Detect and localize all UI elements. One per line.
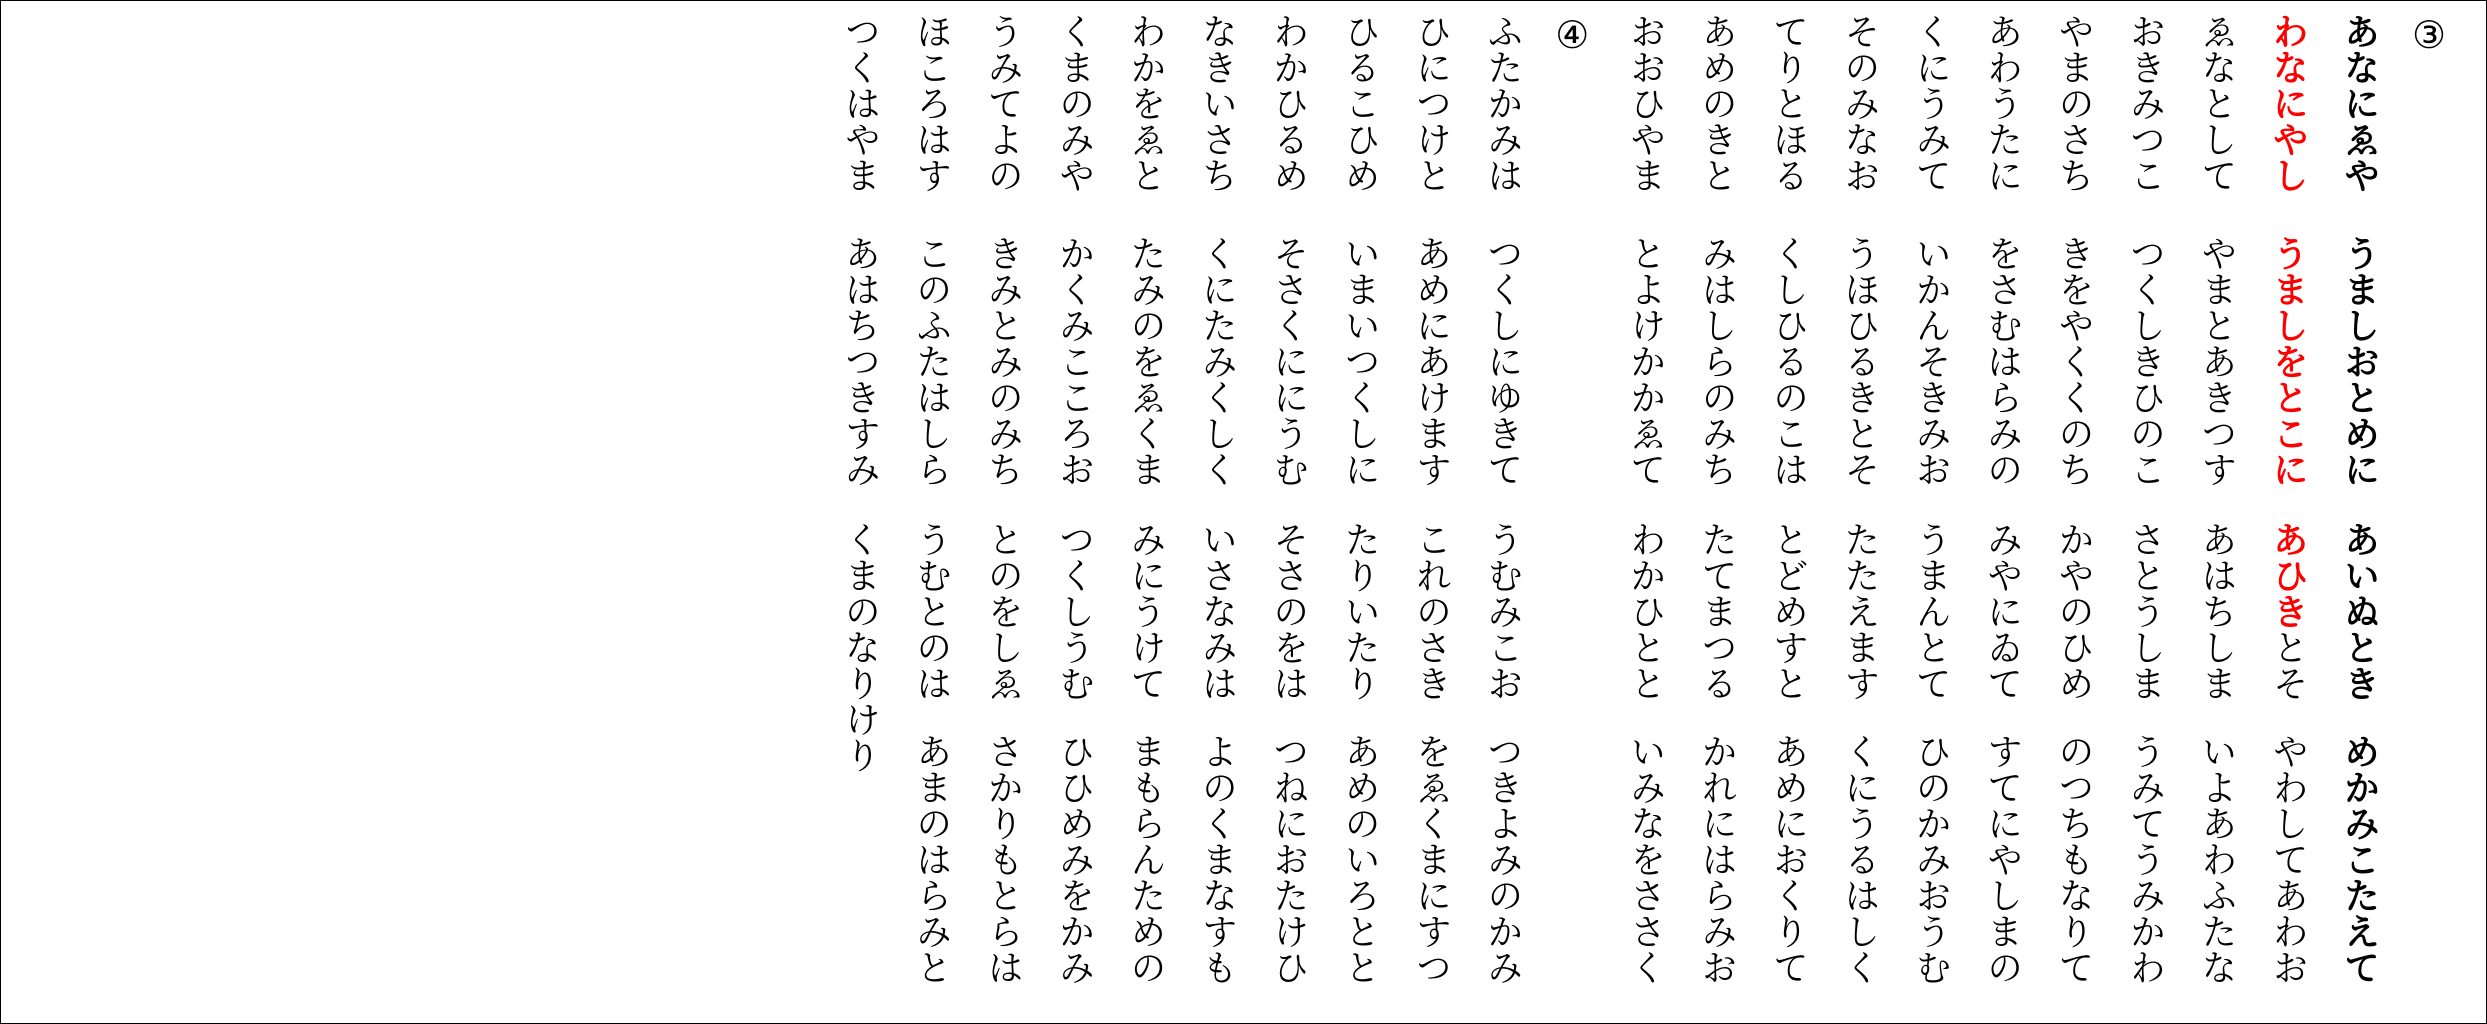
verse-phrase: ひのかみおうむ bbox=[1910, 733, 1952, 985]
verse-column bbox=[877, 13, 952, 1013]
verse-phrase: いよあわふたな bbox=[2195, 733, 2237, 985]
verse-column bbox=[2305, 13, 2380, 1013]
verse-column bbox=[1663, 13, 1738, 1013]
verse-column bbox=[1020, 13, 1095, 1013]
verse-run: つくしうむ bbox=[1053, 521, 1095, 701]
verse-phrase bbox=[1805, 521, 1880, 701]
verse-phrase: たみのをゑくま bbox=[1124, 235, 1166, 487]
verse-run: たりいたり bbox=[1339, 521, 1381, 701]
verse-phrase: めかみこたえて bbox=[2338, 733, 2380, 985]
verse-phrase: いまいつくしに bbox=[1339, 235, 1381, 487]
verse-phrase: いみなをささく bbox=[1624, 733, 1666, 985]
section-marker bbox=[1520, 13, 1595, 1013]
verse-phrase: うみてうみかわ bbox=[2124, 733, 2166, 985]
verse-column bbox=[1234, 13, 1309, 1013]
verse-phrase: ひひめみをかみ bbox=[1053, 733, 1095, 985]
verse-run: あはちしま bbox=[2195, 521, 2237, 701]
verse-phrase: かれにはらみお bbox=[1696, 733, 1738, 985]
verse-run: たたえます bbox=[1838, 521, 1880, 701]
verse-phrase bbox=[2305, 521, 2380, 701]
verse-run: うむみこお bbox=[1481, 521, 1523, 701]
verse-phrase: くにうみて bbox=[1910, 13, 1952, 193]
verse-phrase: つきよみのかみ bbox=[1481, 733, 1523, 985]
section-number: ④ bbox=[1550, 13, 1595, 57]
verse-phrase: まもらんための bbox=[1124, 733, 1166, 985]
verse-phrase: うみてよの bbox=[982, 13, 1024, 193]
verse-phrase: のつちもなりて bbox=[2053, 733, 2095, 985]
verse-column bbox=[1877, 13, 1952, 1013]
verse-run: いさなみは bbox=[1196, 521, 1238, 701]
verse-column bbox=[1449, 13, 1523, 1013]
verse-phrase: ゑなとして bbox=[2195, 13, 2237, 193]
verse-column bbox=[1092, 13, 1166, 1013]
verse-phrase: やわしてあわお bbox=[2267, 733, 2309, 985]
verse-phrase: をゑくまにすつ bbox=[1410, 733, 1452, 985]
verse-run: とのをしゑ bbox=[982, 521, 1024, 701]
verse-run: うまんとて bbox=[1910, 521, 1952, 701]
verse-phrase: きをやくくのち bbox=[2053, 235, 2095, 487]
verse-phrase: つくしきひのこ bbox=[2124, 235, 2166, 487]
verse-phrase bbox=[1663, 521, 1738, 701]
verse-run: うむとのは bbox=[910, 521, 952, 701]
verse-phrase bbox=[1877, 521, 1952, 701]
section-marker bbox=[2377, 13, 2451, 1013]
verse-phrase bbox=[1020, 521, 1095, 701]
verse-phrase bbox=[1449, 521, 1523, 701]
verse-column bbox=[2091, 13, 2166, 1013]
verse-phrase: よのくまなすも bbox=[1196, 733, 1238, 985]
verse-phrase: くまのみや bbox=[1053, 13, 1095, 193]
verse-phrase bbox=[2234, 521, 2309, 701]
verse-phrase: うましをとこに bbox=[2267, 235, 2309, 487]
verse-phrase: そさくににうむ bbox=[1267, 235, 1309, 487]
verse-phrase: うましおとめに bbox=[2338, 235, 2380, 487]
verse-phrase: とよけかかゑて bbox=[1624, 235, 1666, 487]
verse-phrase: わかひるめ bbox=[1267, 13, 1309, 193]
verse-column bbox=[1163, 13, 1238, 1013]
verse-phrase bbox=[1591, 521, 1666, 701]
verse-run: くまのなりけり bbox=[839, 521, 881, 773]
verse-column bbox=[1591, 13, 1666, 1013]
verse-phrase: あなにゑや bbox=[2338, 13, 2380, 193]
verse-column bbox=[1805, 13, 1880, 1013]
verse-phrase: なきいさち bbox=[1196, 13, 1238, 193]
verse-phrase: ふたかみは bbox=[1481, 13, 1523, 193]
verse-phrase: おきみつこ bbox=[2124, 13, 2166, 193]
verse-phrase: てりとほる bbox=[1767, 13, 1809, 193]
verse-run: みやにゐて bbox=[1981, 521, 2023, 701]
verse-phrase: あめにおくりて bbox=[1767, 733, 1809, 985]
verse-phrase: このふたはしら bbox=[910, 235, 952, 487]
verse-phrase: あまのはらみと bbox=[910, 733, 952, 985]
verse-phrase: をさむはらみの bbox=[1981, 235, 2023, 487]
verse-run: かやのひめ bbox=[2053, 521, 2095, 701]
verse-phrase: かくみこころお bbox=[1053, 235, 1095, 487]
verse-phrase bbox=[1234, 521, 1309, 701]
verse-run: わかひとと bbox=[1624, 521, 1666, 701]
verse-column bbox=[2162, 13, 2237, 1013]
verse-phrase: つくしにゆきて bbox=[1481, 235, 1523, 487]
verse-phrase: あわうたに bbox=[1981, 13, 2023, 193]
verse-phrase: くしひるのこは bbox=[1767, 235, 1809, 487]
verse-phrase: つくはやま bbox=[839, 13, 881, 193]
verse-phrase bbox=[1377, 521, 1452, 701]
verse-phrase: いかんそきみお bbox=[1910, 235, 1952, 487]
verse-phrase: そのみなお bbox=[1838, 13, 1880, 193]
verse-run: とどめすと bbox=[1767, 521, 1809, 701]
verse-run: これのさき bbox=[1410, 521, 1452, 701]
verse-phrase: あはちつきすみ bbox=[839, 235, 881, 487]
verse-phrase bbox=[1092, 521, 1166, 701]
verse-column bbox=[1377, 13, 1452, 1013]
verse-run: さとうしま bbox=[2124, 521, 2166, 701]
verse-phrase: つねにおたけひ bbox=[1267, 733, 1309, 985]
verse-phrase: さかりもとらは bbox=[982, 733, 1024, 985]
verse-phrase bbox=[2020, 521, 2095, 701]
verse-phrase: あめのいろとと bbox=[1339, 733, 1381, 985]
verse-column bbox=[2234, 13, 2309, 1013]
verse-phrase: くにうるはしく bbox=[1838, 733, 1880, 985]
verse-phrase: わかをゑと bbox=[1124, 13, 1166, 193]
verse-phrase: あめにあけます bbox=[1410, 235, 1452, 487]
verse-run: たてまつる bbox=[1696, 521, 1738, 701]
verse-phrase bbox=[877, 521, 952, 701]
verse-phrase: やまのさち bbox=[2053, 13, 2095, 193]
verse-phrase: おおひやま bbox=[1624, 13, 1666, 193]
verse-column bbox=[1306, 13, 1381, 1013]
verse-phrase: ほころはす bbox=[910, 13, 952, 193]
verse-phrase bbox=[949, 521, 1024, 701]
verse-run: みにうけて bbox=[1124, 521, 1166, 701]
verse-phrase bbox=[1948, 521, 2023, 701]
verse-phrase: ひにつけと bbox=[1410, 13, 1452, 193]
verse-phrase: みはしらのみち bbox=[1696, 235, 1738, 487]
verse-phrase: やまとあきつす bbox=[2195, 235, 2237, 487]
verse-phrase: うほひるきとそ bbox=[1838, 235, 1880, 487]
verse-phrase bbox=[2162, 521, 2237, 701]
verse-phrase bbox=[1163, 521, 1238, 701]
vertical-text-body bbox=[806, 13, 2451, 1013]
verse-run: あひき bbox=[2267, 521, 2309, 629]
verse-phrase: すてにやしまの bbox=[1981, 733, 2023, 985]
verse-column bbox=[806, 13, 881, 1013]
verse-phrase: わなにやし bbox=[2267, 13, 2309, 193]
verse-phrase bbox=[2091, 521, 2166, 701]
verse-phrase bbox=[806, 521, 881, 773]
verse-column bbox=[949, 13, 1024, 1013]
verse-phrase bbox=[1734, 521, 1809, 701]
verse-phrase: くにたみくしく bbox=[1196, 235, 1238, 487]
verse-phrase: あめのきと bbox=[1696, 13, 1738, 193]
verse-phrase: ひるこひめ bbox=[1339, 13, 1381, 193]
verse-column bbox=[1734, 13, 1809, 1013]
verse-column bbox=[1948, 13, 2023, 1013]
verse-phrase bbox=[1306, 521, 1381, 701]
verse-phrase: きみとみのみち bbox=[982, 235, 1024, 487]
verse-run: そさのをは bbox=[1267, 521, 1309, 701]
verse-run: あいぬとき bbox=[2338, 521, 2380, 701]
verse-column bbox=[2020, 13, 2095, 1013]
section-number: ③ bbox=[2407, 13, 2451, 57]
verse-run: とそ bbox=[2267, 629, 2309, 701]
